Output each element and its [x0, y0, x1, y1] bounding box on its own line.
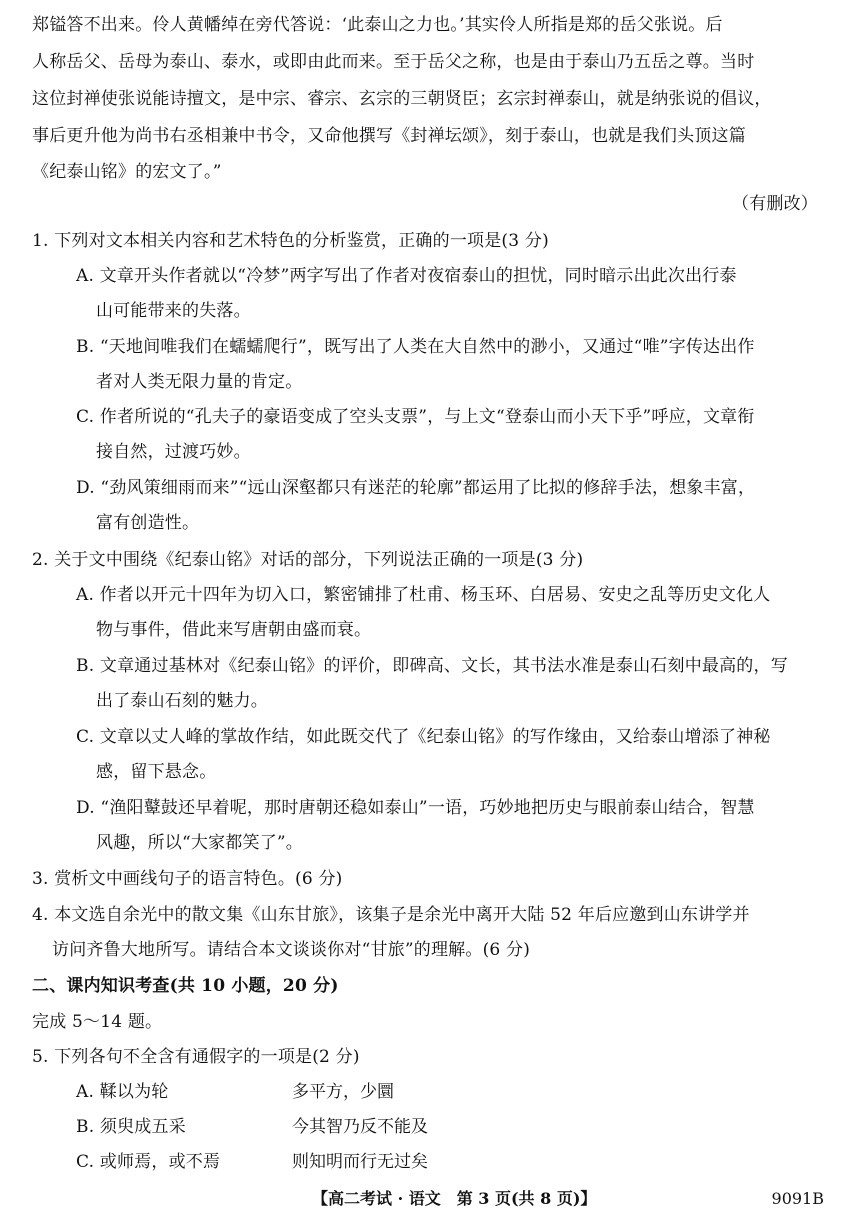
q4-stem-line1: 4. 本文选自余光中的散文集《山东甘旅》，该集子是余光中离开大陆 52 年后应邀到山东讲学并: [32, 905, 750, 925]
q2-option-d-line1: D. “渔阳鼙鼓还早着呢，那时唐朝还稳如泰山”一语，巧妙地把历史与眼前泰山结合，智慧: [76, 798, 755, 818]
passage-line-3: 这位封禅使张说能诗擅文，是中宗、睿宗、玄宗的三朝贤臣；玄宗封禅泰山，就是纳张说的倡议，: [32, 89, 772, 109]
q1-option-b-line1: B. “天地间唯我们在蠕蠕爬行”，既写出了人类在大自然中的渺小，又通过“唯”字传达出作: [76, 337, 755, 357]
q1-option-d-line1: D. “劲风策细雨而来”“远山深壑都只有迷茫的轮廓”都运用了比拟的修辞手法，想象丰富，: [76, 478, 756, 498]
q3-stem: 3. 赏析文中画线句子的语言特色。(6 分): [32, 869, 343, 889]
q5-option-c-right: 则知明而行无过矣: [292, 1152, 428, 1172]
exam-code: 9091B: [771, 1189, 824, 1208]
passage-line-1: 郑镒答不出来。伶人黄幡绰在旁代答说：‘此泰山之力也。’其实伶人所指是郑的岳父张说。后: [32, 15, 723, 35]
q1-option-c-line2: 接自然，过渡巧妙。: [96, 442, 251, 462]
q5-stem: 5. 下列各句不全含有通假字的一项是(2 分): [32, 1047, 360, 1067]
q2-option-b-line2: 出了泰山石刻的魅力。: [96, 691, 268, 711]
q2-option-a-line1: A. 作者以开元十四年为切入口，繁密铺排了杜甫、杨玉环、白居易、安史之乱等历史文化人: [76, 585, 771, 605]
q1-option-d-line2: 富有创造性。: [96, 513, 200, 533]
q2-option-c-line2: 感，留下悬念。: [96, 762, 217, 782]
q2-option-d-line2: 风趣，所以“大家都笑了”。: [96, 833, 303, 853]
q1-option-a-line1: A. 文章开头作者就以“冷梦”两字写出了作者对夜宿泰山的担忧，同时暗示出此次出行泰: [76, 266, 737, 286]
q2-option-a-line2: 物与事件，借此来写唐朝由盛而衰。: [96, 620, 372, 640]
q5-option-a-right: 多平方，少圜: [292, 1082, 394, 1102]
section-2-intro: 完成 5～14 题。: [32, 1012, 163, 1032]
q5-option-b-right: 今其智乃反不能及: [292, 1117, 428, 1137]
section-2-heading: 二、课内知识考查(共 10 小题，20 分): [32, 976, 339, 996]
q5-option-a-left: A. 鞣以为轮: [76, 1082, 169, 1102]
q2-option-c-line1: C. 文章以丈人峰的掌故作结，如此既交代了《纪泰山铭》的写作缘由，又给泰山增添了神秘: [76, 727, 771, 747]
q2-stem: 2. 关于文中围绕《纪泰山铭》对话的部分，下列说法正确的一项是(3 分): [32, 550, 584, 570]
q5-option-b-left: B. 须臾成五采: [76, 1117, 186, 1137]
q1-option-a-line2: 山可能带来的失落。: [96, 301, 251, 321]
source-note: （有删改）: [732, 194, 818, 214]
passage-line-4: 事后更升他为尚书右丞相兼中书令，又命他撰写《封禅坛颂》，刻于泰山，也就是我们头顶这篇: [32, 126, 746, 146]
q1-option-b-line2: 者对人类无限力量的肯定。: [96, 372, 303, 392]
q5-option-c-left: C. 或师焉，或不焉: [76, 1152, 221, 1172]
q1-option-c-line1: C. 作者所说的“孔夫子的豪语变成了空头支票”，与上文“登泰山而小天下乎”呼应，文章衔: [76, 407, 755, 427]
q2-option-b-line1: B. 文章通过基林对《纪泰山铭》的评价，即碑高、文长，其书法水准是泰山石刻中最高的，写: [76, 656, 788, 676]
passage-line-2: 人称岳父、岳母为泰山、泰水，或即由此而来。至于岳父之称，也是由于泰山乃五岳之尊。当时: [32, 52, 755, 72]
q4-stem-line2: 访问齐鲁大地所写。请结合本文谈谈你对“甘旅”的理解。(6 分): [52, 940, 531, 960]
page-footer: 【高二考试 · 语文 第 3 页(共 8 页)】: [312, 1189, 597, 1208]
q1-stem: 1. 下列对文本相关内容和艺术特色的分析鉴赏，正确的一项是(3 分): [32, 231, 549, 251]
passage-line-5: 《纪泰山铭》的宏文了。”: [32, 162, 222, 182]
